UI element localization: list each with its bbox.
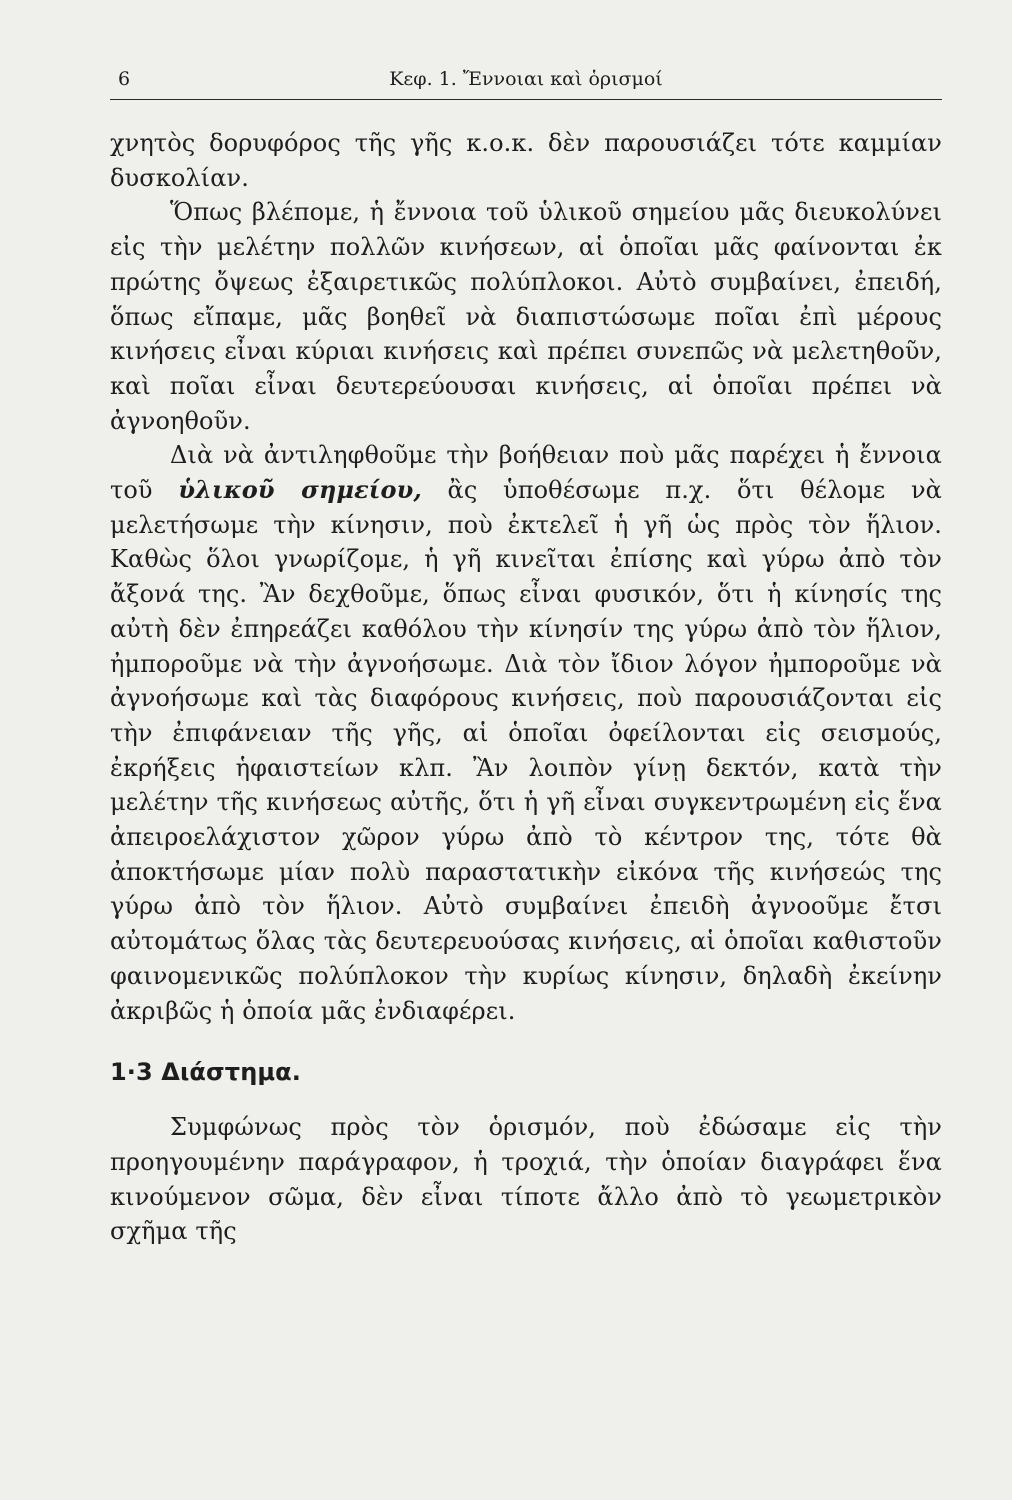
paragraph-text-end: ἂς ὑποθέσωμε π.χ. ὅτι θέλομε νὰ μελετήσωμε τὴν κίνησιν, ποὺ ἐκτελεῖ ἡ γῆ ὡς πρὸς τὸν ἥλιον. Καθὼς ὅλοι γνωρίζομε, ἡ γῆ κινεῖται ἐπίσης καὶ γύρω ἀπὸ τὸν ἄξονά της. Ἂν δεχθοῦμε, ὅπως εἶναι φυσικόν, ὅτι ἡ κίνησίς της αὐτὴ δὲν ἐπηρεάζει καθόλου τὴν κίνησίν της γύρω ἀπὸ τὸν ἥλιον, ἠμποροῦμε νὰ τὴν ἀγνοήσωμε. Διὰ τὸν ἴδιον λόγον ἠμποροῦμε νὰ ἀγνοήσωμε καὶ τὰς διαφόρους κινήσεις, ποὺ παρουσιάζονται εἰς τὴν ἐπιφάνειαν τῆς γῆς, αἱ ὁποῖαι ὀφείλονται εἰς σεισμούς, ἐκρήξεις ἡφαιστείων κλπ. Ἂν λοιπὸν γίνῃ δεκτόν, κατὰ τὴν μελέτην τῆς κινήσεως αὐτῆς, ὅτι ἡ γῆ εἶναι συγκεντρωμένη εἰς ἕνα ἀπειροελάχιστον χῶρον γύρω ἀπὸ τὸ κέντρον της, τότε θὰ ἀποκτήσωμε μίαν πολὺ παραστατικὴν εἰκόνα τῆς κινήσεώς της γύρω ἀπὸ τὸν ἥλιον. Αὐτὸ συμβαίνει ἐπειδὴ ἀγνοοῦμε ἔτσι αὐτομάτως ὅλας τὰς δευτερευούσας κινήσεις, αἱ ὁποῖαι καθιστοῦν φαινομενικῶς πολύπλοκον τὴν κυρίως κίνησιν, δηλαδὴ ἐκείνην ἀκριβῶς ἡ ὁποία μᾶς ἐνδιαφέρει.: [110, 476, 942, 1025]
header-rule: [110, 99, 942, 100]
paragraph-text-start: Διὰ νὰ ἀντιληφθοῦμε τὴν βοήθειαν ποὺ μᾶς παρέχει ἡ ἔννοια τοῦ: [110, 441, 942, 505]
paragraph-material-point: Ὅπως βλέπομε, ἡ ἔννοια τοῦ ὑλικοῦ σημείου μᾶς διευκολύνει εἰς τὴν μελέτην πολλῶν κινήσεων, αἱ ὁποῖαι μᾶς φαίνονται ἐκ πρώτης ὄψεως ἐξαιρετικῶς πολύπλοκοι. Αὐτὸ συμβαίνει, ἐπειδή, ὅπως εἴπαμε, μᾶς βοηθεῖ νὰ διαπιστώσωμε ποῖαι ἐπὶ μέρους κινήσεις εἶναι κύριαι κινήσεις καὶ πρέπει συνεπῶς νὰ μελετηθοῦν, καὶ ποῖαι εἶναι δευτερεύουσαι κινήσεις, αἱ ὁποῖαι πρέπει νὰ ἀγνοηθοῦν.: [110, 198, 942, 435]
page-header: [110, 64, 942, 94]
paragraph-interval: Συμφώνως πρὸς τὸν ὁρισμόν, ποὺ ἐδώσαμε εἰς τὴν προηγουμένην παράγραφον, ἡ τροχιά, τὴν ὁποίαν διαγράφει ἕνα κινούμενον σῶμα, δὲν εἶναι τίποτε ἄλλο ἀπὸ τὸ γεωμετρικὸν σχῆμα τῆς: [110, 1113, 942, 1246]
paragraph-continuation: χνητὸς δορυφόρος τῆς γῆς κ.ο.κ. δὲν παρουσιάζει τότε καμμίαν δυσκολίαν.: [110, 129, 942, 192]
paragraph-earth-example: [110, 438, 942, 1028]
page-number: 6: [118, 68, 131, 90]
emphasized-term: ὑλικοῦ σημείου,: [178, 475, 422, 505]
section-heading: 1·3 Διάστημα.: [110, 1058, 301, 1087]
body-text: [110, 126, 942, 1249]
running-title: Κεφ. 1. Ἔννοιαι καὶ ὁρισμοί: [389, 68, 663, 90]
